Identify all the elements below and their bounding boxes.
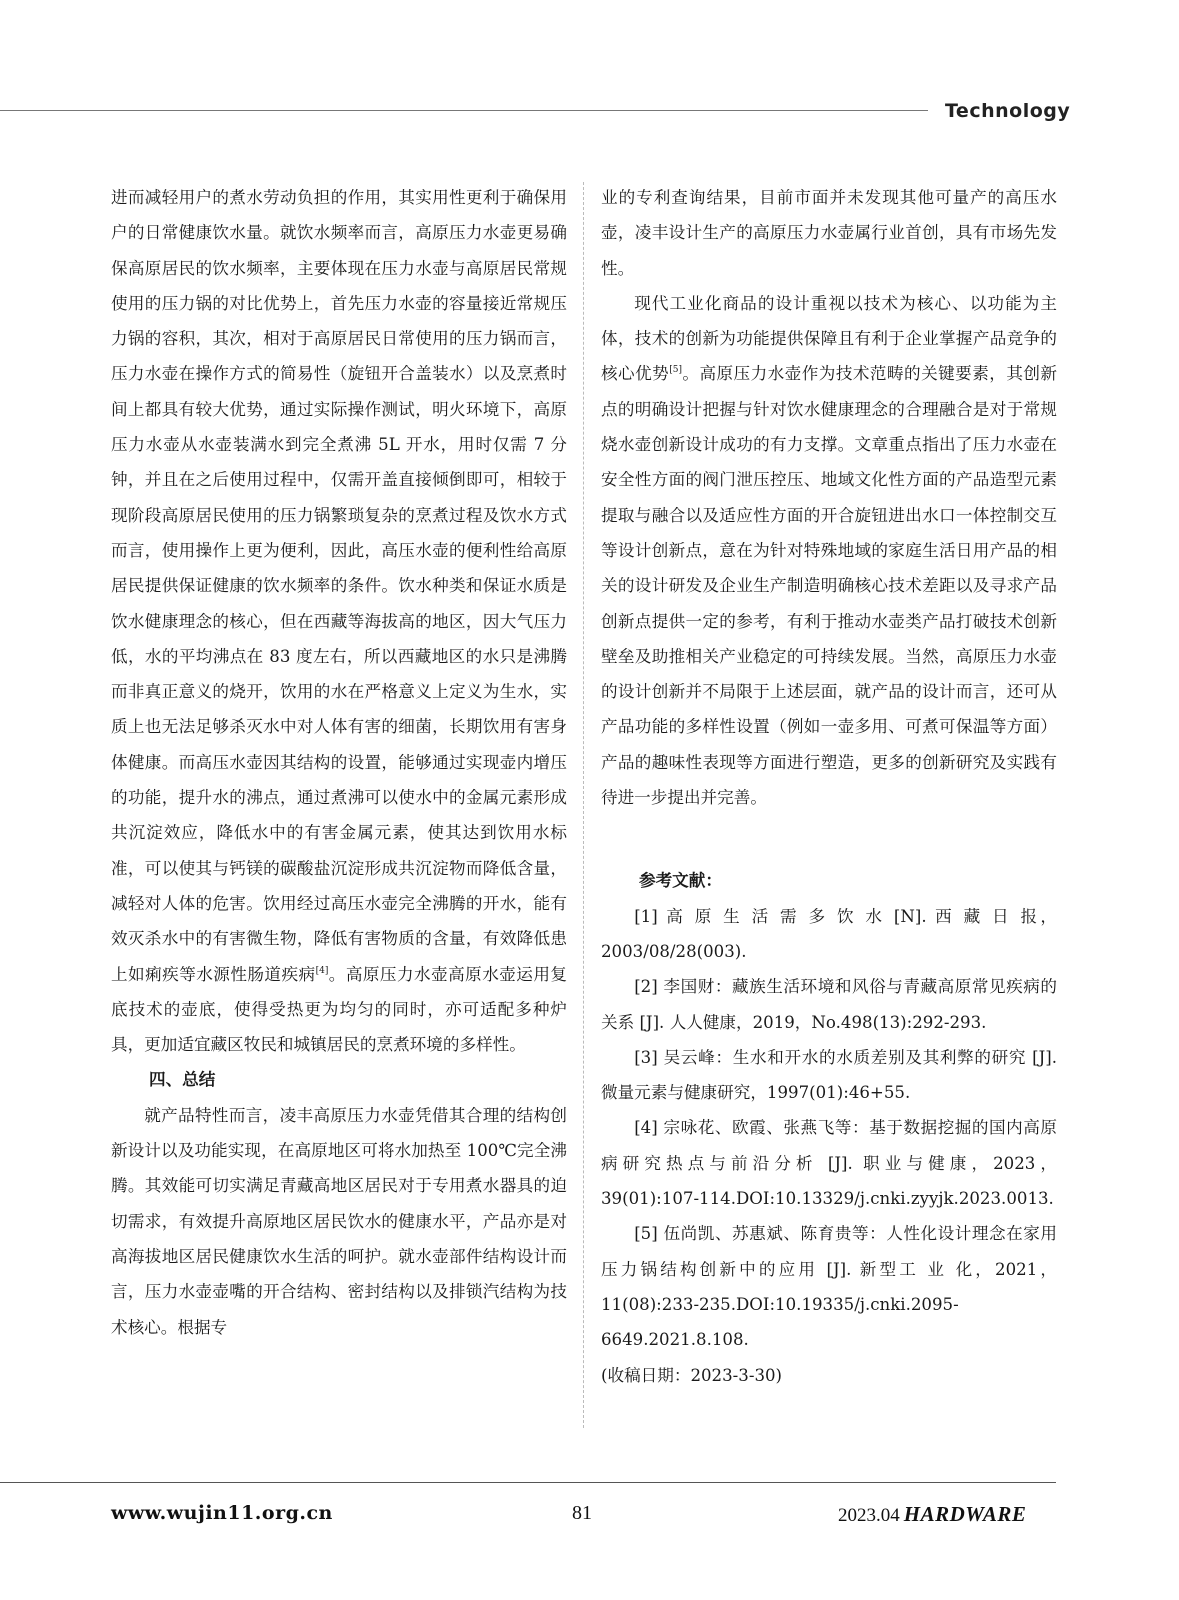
reference-item: [1] 高 原 生 活 需 多 饮 水 [N]. 西 藏 日 报，2003/08/28(003). xyxy=(601,906,1057,961)
body-paragraph: 进而减轻用户的煮水劳动负担的作用，其实用性更利于确保用户的日常健康饮水量。就饮水频率而言，高原压力水壶更易确保高原居民的饮水频率，主要体现在压力水壶与高原居民常规使用的压力锅的对比优势上，首先压力水壶的容量接近常规压力锅的容积，其次，相对于高原居民日常使用的压力锅而言，压力水壶在操作方式的简易性（旋钮开合盖装水）以及烹煮时间上都具有较大优势，通过实际操作测试，明火环境下，高原压力水壶从水壶装满水到完全煮沸 5L 开水，用时仅需 7 分钟，并且在之后使用过程中，仅需开盖直接倾倒即可，相较于现阶段高原居民使用的压力锅繁琐复杂的烹煮过程及饮水方式而言，使用操作上更为便利，因此，高压水壶的便利性给高原居民提供保证健康的饮水频率的条件。饮水种类和保证水质是饮水健康理念的核心，但在西藏等海拔高的地区，因大气压力低，水的平均沸点在 83 度左右，所以西藏地区的水只是沸腾而非真正意义的烧开，饮用的水在严格意义上定义为生水，实质上也无法足够杀灭水中对人体有害的细菌，长期饮用有害身体健康。而高压水壶因其结构的设置，能够通过实现壶内增压的功能，提升水的沸点，通过煮沸可以使水中的金属元素形成共沉淀效应，降低水中的有害金属元素，使其达到饮用水标准，可以使其与钙镁的碳酸盐沉淀形成共沉淀物而降低含量，减轻对人体的危害。饮用经过高压水壶完全沸腾的开水，能有效灭杀水中的有害微生物，降低有害物质的含量，有效降低患上如痢疾等水源性肠道疾病[4]。高原压力水壶高原水壶运用复底技术的壶底，使得受热更为均匀的同时，亦可适配多种炉具，更加适宜藏区牧民和城镇居民的烹煮环境的多样性。 xyxy=(111,188,568,1055)
footer-rule xyxy=(0,1482,1056,1483)
website-url[interactable]: www.wujin11.org.cn xyxy=(111,1502,333,1524)
magazine-name: HARDWARE xyxy=(903,1502,1027,1526)
column-divider xyxy=(583,182,584,1428)
reference-item: [2] 李国财：藏族生活环境和风俗与青藏高原常见疾病的关系 [J]. 人人健康，2019，No.498(13):292-293. xyxy=(601,977,1057,1032)
body-paragraph: 就产品特性而言，凌丰高原压力水壶凭借其合理的结构创新设计以及功能实现，在高原地区可将水加热至 100℃完全沸腾。其效能可切实满足青藏高地区居民对于专用煮水器具的迫切需求，有效提升高原地区居民饮水的健康水平，产品亦是对高海拔地区居民健康饮水生活的呵护。就水壶部件结构设计而言，压力水壶壶嘴的开合结构、密封结构以及排锁汽结构为技术核心。根据专 xyxy=(111,1105,567,1337)
references-title: 参考文献： xyxy=(639,870,722,891)
reference-item: [3] 吴云峰：生水和开水的水质差别及其利弊的研究 [J]. 微量元素与健康研究，1997(01):46+55. xyxy=(601,1047,1057,1103)
body-paragraph: 现代工业化商品的设计重视以技术为核心、以功能为主体，技术的创新为功能提供保障且有利于企业掌握产品竞争的核心优势[5]。高原压力水壶作为技术范畴的关键要素，其创新点的明确设计把握与针对饮水健康理念的合理融合是对于常规烧水壶创新设计成功的有力支撑。文章重点指出了压力水壶在安全性方面的阀门泄压控压、地域文化性方面的产品造型元素提取与融合以及适应性方面的开合旋钮进出水口一体控制交互等设计创新点，意在为针对特殊地域的家庭生活日用产品的相关的设计研发及企业生产制造明确核心技术差距以及寻求产品创新点提供一定的参考，有利于推动水壶类产品打破技术创新壁垒及助推相关产业稳定的可持续发展。当然，高原压力水壶的设计创新并不局限于上述层面，就产品的设计而言，还可从产品功能的多样性设置（例如一壶多用、可煮可保温等方面）产品的趣味性表现等方面进行塑造，更多的创新研究及实践有待进一步提出并完善。 xyxy=(601,293,1058,808)
citation: [5] xyxy=(669,365,682,376)
page-number: 81 xyxy=(572,1502,592,1524)
body-paragraph: 业的专利查询结果，目前市面并未发现其他可量产的高压水壶，凌丰设计生产的高原压力水壶属行业首创，具有市场先发性。 xyxy=(601,188,1057,278)
header-rule xyxy=(0,110,928,111)
section-title: Technology xyxy=(945,100,1071,122)
issue-number: 2023.04 xyxy=(838,1505,900,1526)
received-date: (收稿日期：2023-3-30) xyxy=(601,1365,783,1385)
issue-label xyxy=(838,1502,1026,1527)
section-heading: 四、总结 xyxy=(149,1069,216,1090)
left-column xyxy=(111,180,567,1345)
citation: [4] xyxy=(315,965,329,976)
reference-item: [4] 宗咏花、欧霞、张燕飞等：基于数据挖掘的国内高原病研究热点与前沿分析 [J]. 职业与健康，2023，39(01):107-114.DOI:10.13329/j.cnki.zyyjk.2023.0013. xyxy=(601,1118,1057,1209)
reference-item: [5] 伍尚凯、苏惠斌、陈育贵等：人性化设计理念在家用压力锅结构创新中的应用 [J]. 新型工 业 化，2021，11(08):233-235.DOI:10.19335/j.cnki.2095-6649.2021.8.108. xyxy=(601,1224,1057,1350)
right-column xyxy=(601,180,1057,1393)
